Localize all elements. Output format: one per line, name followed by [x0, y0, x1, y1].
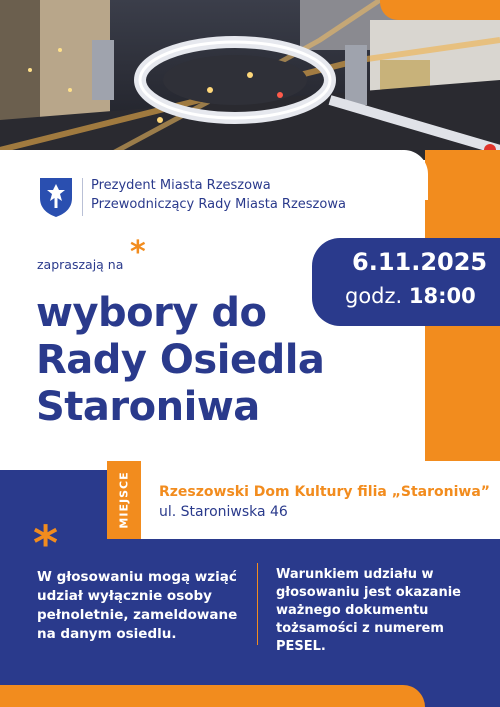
eligibility-text: W głosowaniu mogą wziąć udział wyłącznie osoby pełnoletnie, zameldowane na danym osiedlu. — [37, 569, 238, 642]
event-date: 6.11.2025 — [352, 248, 488, 276]
rzeszow-coat-of-arms-icon — [38, 176, 74, 218]
page-title — [36, 290, 324, 431]
headline-line-3: Staroniwa — [36, 384, 260, 430]
venue-box — [107, 461, 500, 539]
event-time: 18:00 — [408, 284, 476, 308]
venue-tag-label: MIEJSCE — [117, 471, 131, 529]
event-time-prefix: godz. — [345, 284, 403, 308]
id-requirement-text: Warunkiem udziału w głosowaniu jest okazanie ważnego dokumentu tożsamości z numerem PESEL. — [276, 567, 461, 654]
headline-line-2: Rady Osiedla — [36, 337, 325, 383]
organizer-divider — [82, 178, 83, 216]
city-roundabout-night-photo — [0, 0, 500, 160]
event-time-line — [345, 284, 476, 308]
asterisk-large-icon: * — [33, 516, 59, 572]
bottom-orange-bar — [0, 685, 425, 707]
venue-tag — [107, 461, 141, 539]
orange-corner-decoration — [380, 0, 500, 20]
organizer-names — [91, 176, 346, 214]
headline-line-1: wybory do — [36, 290, 267, 336]
orange-side-decoration-top — [425, 150, 500, 200]
venue-name: Rzeszowski Dom Kultury filia „Staroniwa” — [159, 484, 490, 500]
organizer-line-2: Przewodniczący Rady Miasta Rzeszowa — [91, 197, 346, 212]
venue-address: ul. Staroniwska 46 — [159, 504, 288, 520]
event-date-badge — [312, 238, 500, 326]
invite-text: zapraszają na — [37, 257, 124, 272]
organizer-line-1: Prezydent Miasta Rzeszowa — [91, 178, 271, 193]
asterisk-icon: * — [130, 235, 146, 270]
info-divider — [257, 563, 258, 645]
